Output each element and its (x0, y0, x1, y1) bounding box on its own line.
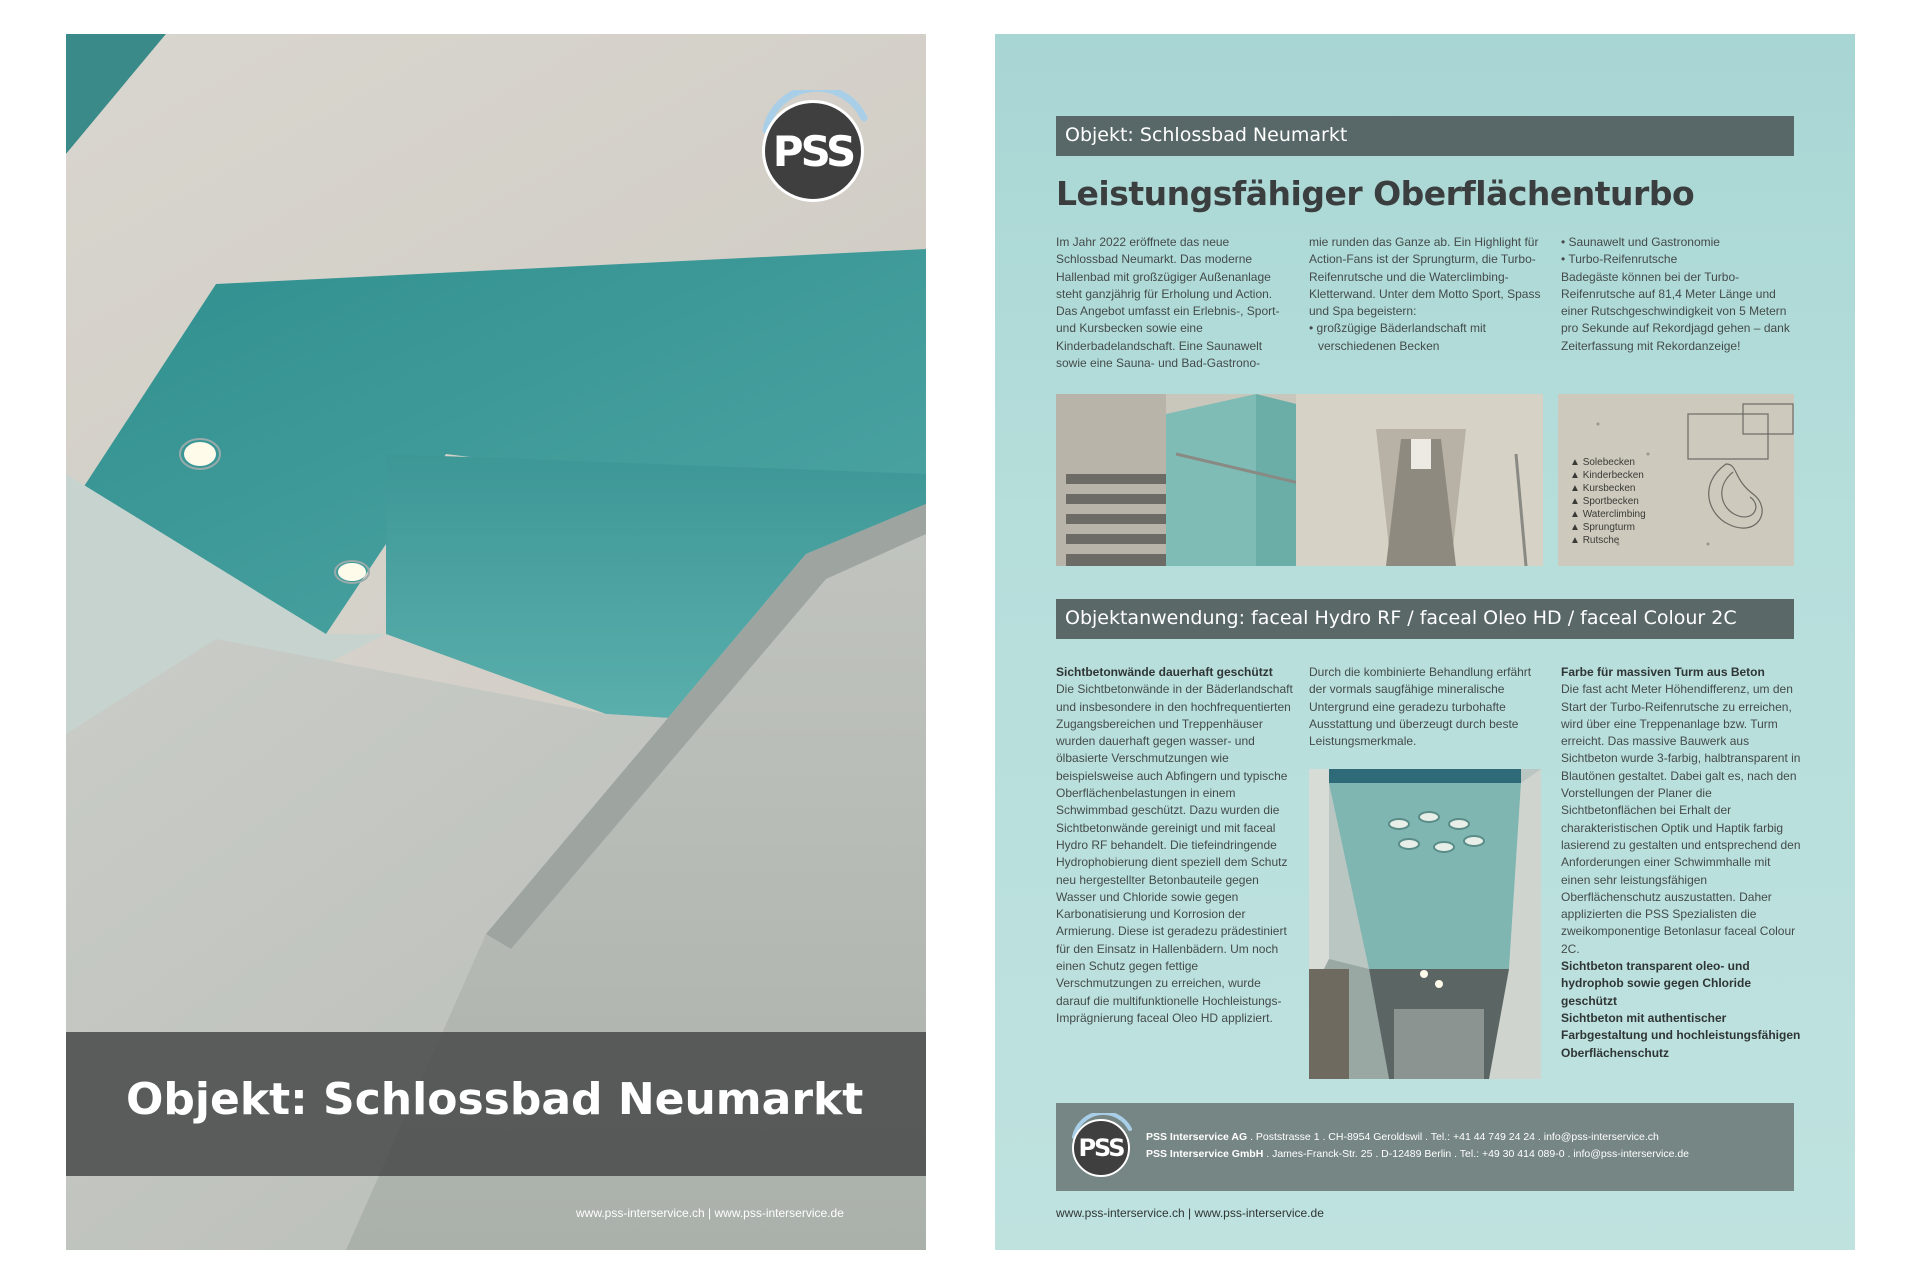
sign-item: ▲ Kursbecken (1570, 483, 1636, 494)
cover-title-band (66, 1032, 926, 1176)
body-highlight-1: Sichtbeton transparent oleo- und hydrophob sowie gegen Chloride geschützt (1561, 959, 1752, 1008)
intro-column-1 (1056, 234, 1292, 372)
footer-details-ch: . Poststrasse 1 . CH-8954 Geroldswil . Tel.: +41 44 749 24 24 . info@pss-interservice.ch (1247, 1131, 1659, 1143)
sign-item: ▲ Kinderbecken (1570, 470, 1644, 481)
section-title-object: Objekt: Schlossbad Neumarkt (1065, 124, 1348, 146)
stairs-corridor-illustration (1056, 394, 1543, 566)
footer-company-ch: PSS Interservice AG (1146, 1131, 1248, 1143)
body-column-2 (1309, 664, 1545, 750)
logo-circle (762, 100, 864, 202)
footer-details-de: . James-Franck-Str. 25 . D-12489 Berlin . Tel.: +49 30 414 089-0 . info@pss-interservice.de (1263, 1148, 1690, 1160)
body-text-3: Die fast acht Meter Höhendifferenz, um den Start der Turbo-Reifenrutsche zu erreichen, wird über eine Treppenanlage bzw. Turm erreicht. Das massive Bauwerk aus Sichtbeton wurde 3-farbig, halbtransparent in Blautönen gestaltet. Dabei galt es, nach den Vorstellungen der Planer die Sichtbetonflächen bei Erhalt der charakteristischen Optik und Haptik farbig lasierend zu gestalten und entsprechend den Anforderungen einer Schwimmhalle mit einen sehr leistungsfähigen Oberflächenschutz auszustatten. Daher applizierten die PSS Spezialisten die zweikomponentige Betonlasur faceal Colour 2C. (1561, 682, 1801, 956)
sign-item: ▲ Sportbecken (1570, 496, 1639, 507)
intro-bullet-pools: • großzügige Bäderlandschaft mit verschiedenen Becken (1309, 321, 1486, 353)
intro-bullet-slide: • Turbo-Reifenrutsche (1561, 252, 1678, 267)
body-highlight-2: Sichtbeton mit authentischer Farbgestaltung und hochleistungsfähigen Oberflächenschutz (1561, 1010, 1801, 1060)
body-text-1: Die Sichtbetonwände in der Bäderlandschaft und insbesondere in den hochfrequentierten Zugangsbereichen und Treppenhäuser wurden dauerhaft gegen wasser- und ölbasierte Verschmutzungen wie beispielsweise auch Abfingern und typische Oberflächenbelastungen in einem Schwimmbad geschützt. Dazu wurden die Sichtbetonwände gereinigt und mit faceal Hydro RF behandelt. Die tiefeindringende Hydrophobierung dient speziell dem Schutz neu hergestellter Betonbauteile gegen Wasser und Chloride sowie gegen Karbonatisierung und Korrosion der Armierung. Diese ist geradezu prädestiniert für den Einsatz in Hallenbädern. Um noch einen Schutz gegen fettige Verschmutzungen zu erreichen, wurde darauf die multifunktionelle Hochleistungs-Imprägnierung faceal Oleo HD appliziert. (1056, 682, 1293, 1025)
body-text-2: Durch die kombinierte Behandlung erfährt der vormals saugfähige mineralische Untergrund eine geradezu turbohafte Ausstattung und überzeugt durch beste Leistungsmerkmale. (1309, 665, 1532, 749)
intro-column-2 (1309, 234, 1545, 355)
pool-sign-photo (1558, 394, 1794, 566)
cover-footer-url[interactable]: www.pss-interservice.ch | www.pss-interservice.de (576, 1206, 844, 1220)
footer-logo-circle (1072, 1119, 1130, 1177)
body-heading-1: Sichtbetonwände dauerhaft geschützt (1056, 665, 1273, 679)
article-page (995, 34, 1855, 1250)
footer-logo-text: PSS (1078, 1134, 1124, 1162)
footer-company-de: PSS Interservice GmbH (1146, 1148, 1264, 1160)
sign-item: ▲ Rutsche (1570, 535, 1620, 546)
body-column-3 (1561, 664, 1801, 1062)
sign-item: ▲ Sprungturm (1570, 522, 1635, 533)
stairs-corridor-photo (1056, 394, 1543, 566)
sign-item: ▲ Waterclimbing (1570, 509, 1646, 520)
intro-text-3: Badegäste können bei der Turbo-Reifenrutsche auf 81,4 Meter Länge und einer Rutschgeschwindigkeit von 5 Metern pro Sekunde auf Rekordjagd gehen – dank Zeiterfassung mit Rekordanzeige! (1561, 269, 1790, 353)
contact-footer (1056, 1103, 1794, 1191)
pool-sign-list (1570, 456, 1646, 547)
article-footer-url[interactable]: www.pss-interservice.ch | www.pss-interservice.de (1056, 1206, 1324, 1220)
sign-item: ▲ Solebecken (1570, 457, 1635, 468)
intro-bullet-sauna: • Saunawelt und Gastronomie (1561, 235, 1720, 249)
section-title-bar-application (1056, 599, 1794, 639)
body-heading-3: Farbe für massiven Turm aus Beton (1561, 665, 1765, 679)
tower-illustration (1309, 769, 1541, 1079)
intro-column-3 (1561, 234, 1797, 355)
tower-photo (1309, 769, 1541, 1079)
cover-title: Objekt: Schlossbad Neumarkt (126, 1074, 864, 1125)
logo-text: PSS (772, 126, 854, 176)
section-title-bar-object (1056, 116, 1794, 156)
footer-pss-logo (1066, 1113, 1136, 1183)
footer-contact-ch (1146, 1131, 1659, 1143)
intro-text-2: mie runden das Ganze ab. Ein Highlight für Action-Fans ist der Sprungturm, die Turbo-Reifenrutsche und die Waterclimbing-Kletterwand. Unter dem Motto Sport, Spass und Spa begeistern: (1309, 235, 1541, 319)
intro-text-1: Im Jahr 2022 eröffnete das neue Schlossbad Neumarkt. Das moderne Hallenbad mit großzügiger Außenanlage steht ganzjährig für Erholung und Action. Das Angebot umfasst ein Erlebnis-, Sport- und Kursbecken sowie eine Kinderbadelandschaft. Eine Saunawelt sowie eine Sauna- und Bad-Gastrono- (1056, 235, 1280, 371)
pss-logo (752, 90, 872, 210)
footer-contact-de (1146, 1148, 1689, 1160)
section-title-application: Objektanwendung: faceal Hydro RF / faceal Oleo HD / faceal Colour 2C (1065, 607, 1737, 629)
body-column-1 (1056, 664, 1296, 1027)
article-headline: Leistungsfähiger Oberflächenturbo (1056, 174, 1695, 213)
cover-page (66, 34, 926, 1250)
